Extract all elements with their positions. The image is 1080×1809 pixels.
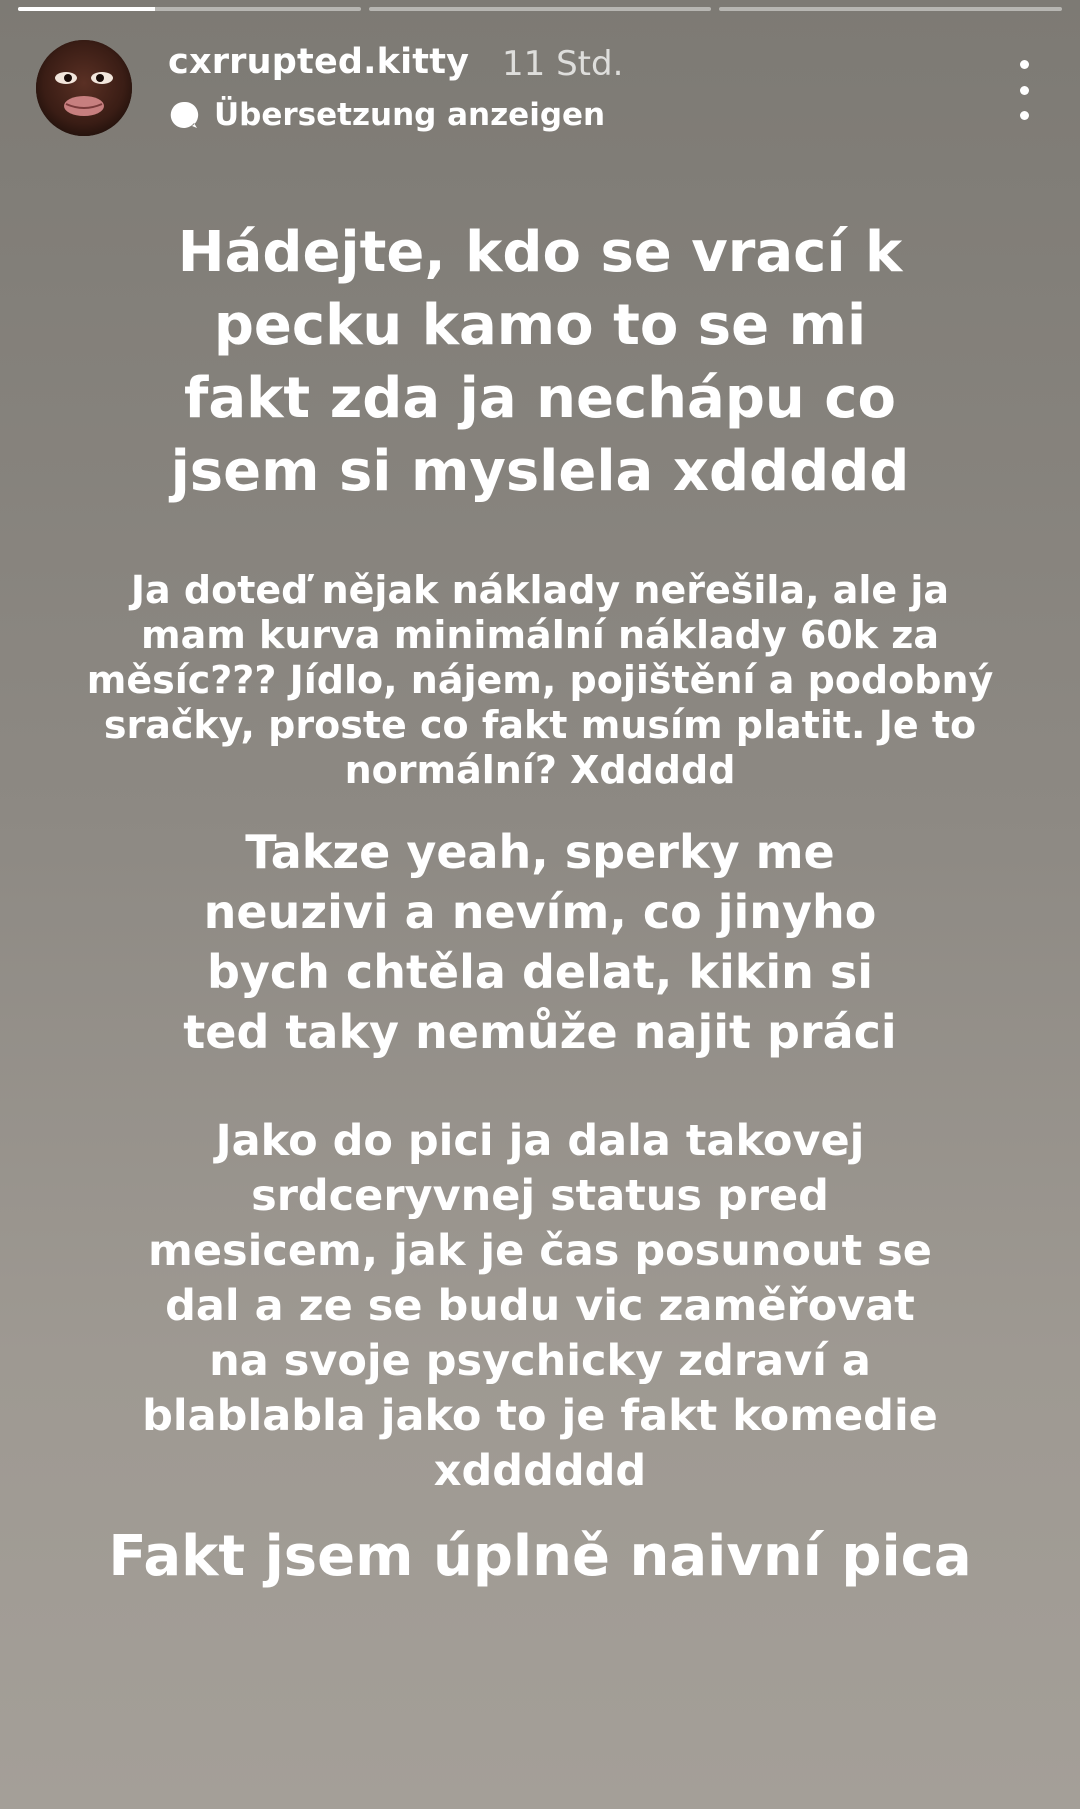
story-header <box>36 40 1044 136</box>
story-text-2: Ja doteď nějak náklady neřešila, ale ja mam kurva minimální náklady 60k za měsíc??? Jídlo, nájem, pojištění a podobný sračky, proste co fakt musím platit. Je to normální? Xddddd <box>86 568 994 792</box>
progress-segment <box>369 7 712 11</box>
post-time: 11 Std. <box>502 44 624 84</box>
username[interactable]: cxrrupted.kitty <box>168 42 470 82</box>
story-text-5: Fakt jsem úplně naivní pica <box>108 1524 972 1589</box>
more-dot <box>1020 86 1029 95</box>
avatar[interactable] <box>36 40 132 136</box>
translate-label: Übersetzung anzeigen <box>214 97 606 133</box>
progress-segment-fill <box>18 7 155 11</box>
more-options-icon[interactable] <box>1004 60 1044 120</box>
more-dot <box>1020 60 1029 69</box>
progress-segment <box>719 7 1062 11</box>
story-text-4: Jako do pici ja dala takovej srdceryvnej status pred mesicem, jak je čas posunout se dal a ze se budu vic zaměřovat na svoje psychicky zdraví a blablabla jako to je fakt komedie xdddddd <box>142 1116 938 1496</box>
story-text-3: Takze yeah, sperky me neuzivi a nevím, co jinyho bych chtěla delat, kikin si ted taky nemůže najit práci <box>183 825 897 1059</box>
story-progress-bar <box>18 7 1062 11</box>
progress-segment <box>18 7 361 11</box>
story-text-1: Hádejte, kdo se vrací k pecku kamo to se mi fakt zda ja nechápu co jsem si myslela xddddd <box>170 220 910 504</box>
more-dot <box>1020 111 1029 120</box>
translate-icon <box>168 99 200 131</box>
translate-button[interactable] <box>168 96 605 134</box>
